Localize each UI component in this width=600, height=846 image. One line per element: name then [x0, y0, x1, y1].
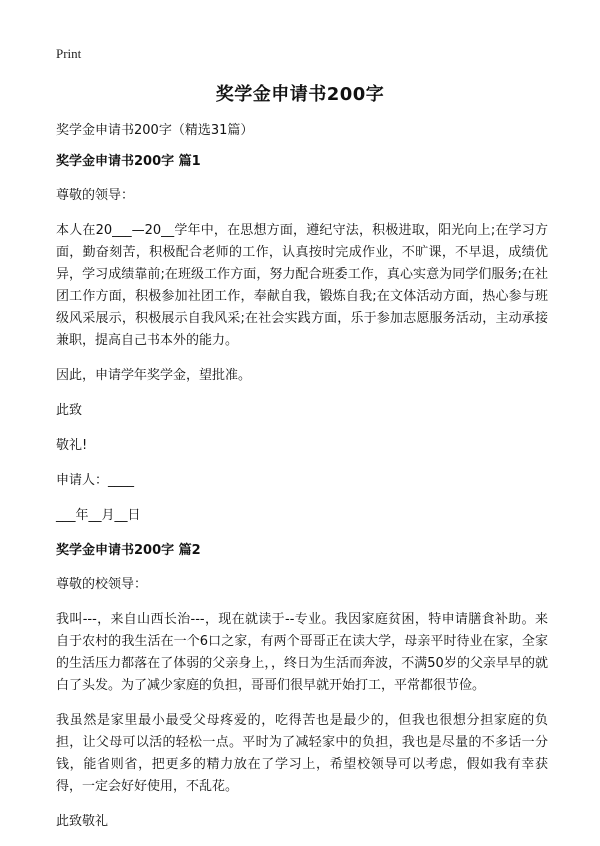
section-heading: 奖学金申请书200字 篇2 — [56, 543, 201, 558]
document-title: 奖学金申请书200字 — [215, 84, 385, 105]
body-paragraph: 本人在20___—20__学年中，在思想方面，遵纪守法，积极进取，阳光向上;在学习方面，勤奋刻苦，积极配合老师的工作，认真按时完成作业，不旷课，不早退，成绩优异，学习成绩靠前;在班级工作方面，努力配合班委工作，真心实意为同学们服务;在社团工作方面，积极参加社团工作，奉献自我，锻炼自我;在文体活动方面，热心参与班级风采展示，积极展示自我风采;在社会实践方面，乐于参加志愿服务活动，主动承接兼职，提高自己书本外的能力。 — [56, 223, 548, 348]
body-paragraph: 我虽然是家里最小最受父母疼爱的，吃得苦也是最少的，但我也很想分担家庭的负担，让父母可以活的轻松一点。平时为了减轻家中的负担，我也是尽量的不多话一分钱，能省则省，把更多的精力放在了学习上，希望校领导可以考虑，假如我有幸获得，一定会好好使用，不乱花。 — [56, 713, 548, 794]
date-line: ___年__月__日 — [56, 508, 141, 523]
salutation: 尊敬的领导： — [56, 188, 135, 203]
section-heading: 奖学金申请书200字 篇1 — [56, 154, 201, 169]
section-2 — [56, 540, 548, 833]
closing-line: 此致敬礼 — [56, 814, 109, 829]
closing-line: 此致 — [56, 403, 83, 418]
print-link[interactable]: Print — [56, 46, 82, 61]
regards-line: 敬礼! — [56, 438, 88, 453]
applicant-line: 申请人：____ — [56, 473, 135, 488]
document-content — [56, 120, 548, 846]
salutation: 尊敬的校领导： — [56, 577, 148, 592]
body-paragraph: 我叫---，来自山西长治---，现在就读于--专业。我因家庭贫困，特申请膳食补助。来自于农村的我生活在一个6口之家，有两个哥哥正在读大学，母亲平时待业在家，全家的生活压力都落在了体弱的父亲身上，，终日为生活而奔波，不满50岁的父亲早早的就白了头发。为了减少家庭的负担，哥哥们很早就开始打工，平常都很节俭。 — [56, 612, 548, 693]
section-1 — [56, 151, 548, 527]
request-paragraph: 因此，申请学年奖学金，望批准。 — [56, 368, 252, 383]
document-subtitle: 奖学金申请书200字（精选31篇） — [56, 123, 254, 138]
